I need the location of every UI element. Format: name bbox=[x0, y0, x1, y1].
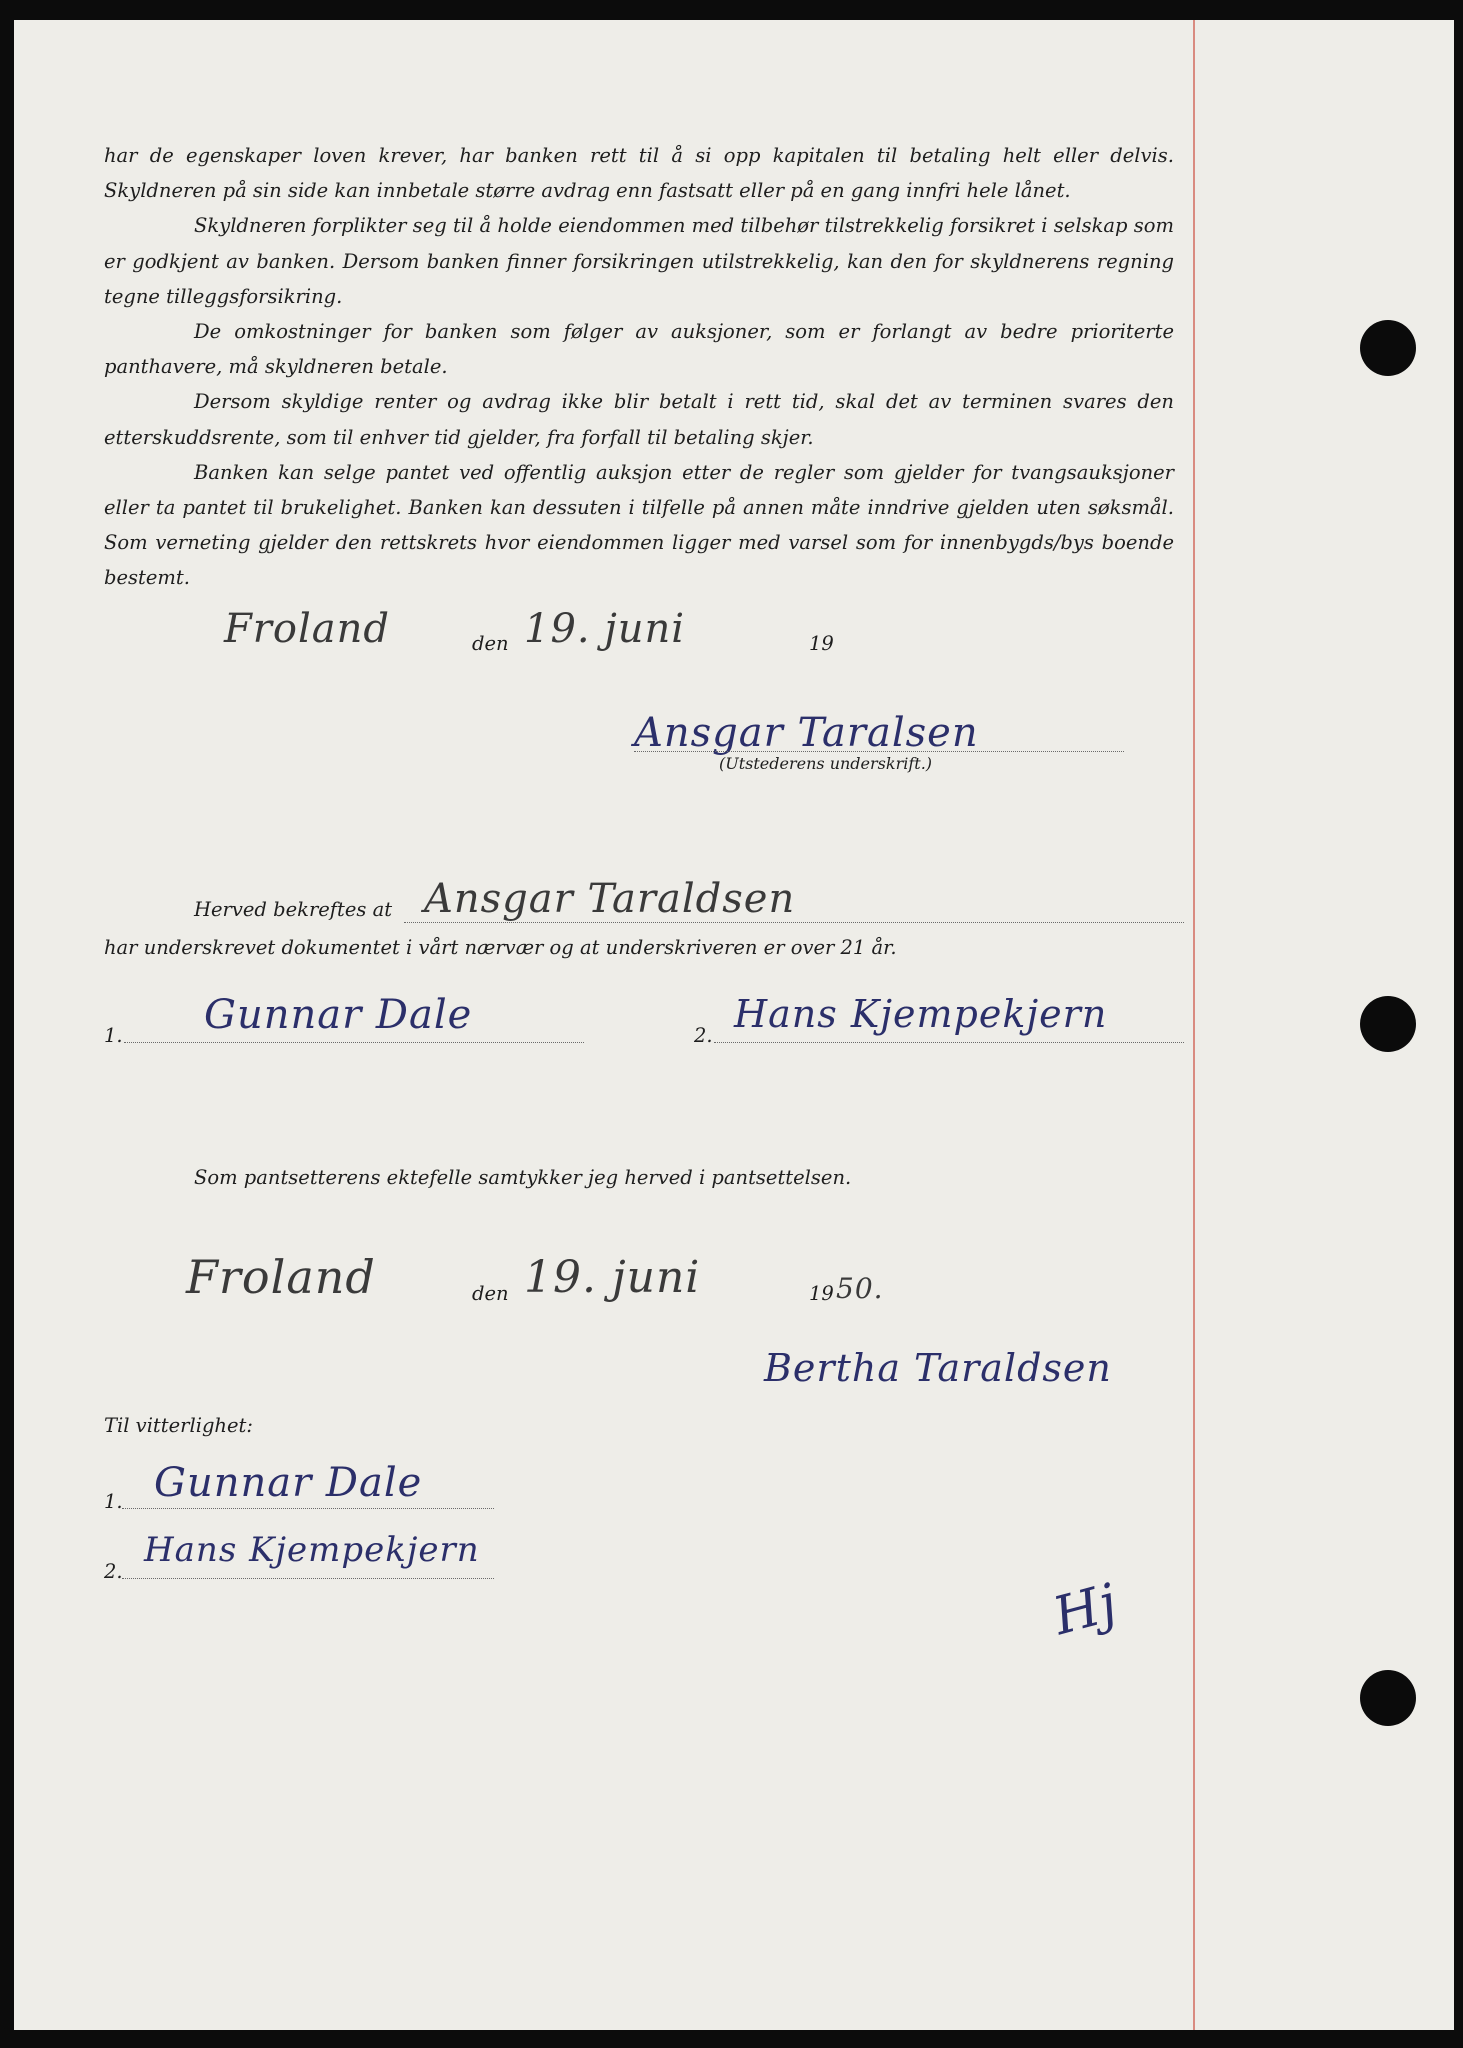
initials-mark: Hj bbox=[1047, 1572, 1125, 1648]
signing-date: 19. juni bbox=[524, 606, 686, 652]
document-page bbox=[14, 20, 1454, 2030]
witness-line bbox=[714, 1042, 1184, 1043]
punch-hole bbox=[1360, 320, 1416, 376]
paragraph-termination: har de egenskaper loven krever, har banken rett til å si opp kapitalen til betaling helt eller delvis. Skyldneren på sin side kan innbetale større avdrag enn fastsatt eller på en gang innfri hele lånet. bbox=[104, 144, 1174, 203]
paragraph-costs: De omkostninger for banken som følger av auksjoner, som er forlangt av bedre prioriterte panthavere, må skyldneren betale. bbox=[104, 320, 1174, 379]
year-prefix: 19 bbox=[809, 1282, 834, 1305]
confirmation-label: Herved bekreftes at bbox=[194, 898, 393, 921]
punch-hole bbox=[1360, 1670, 1416, 1726]
spouse-signature: Bertha Taraldsen bbox=[764, 1346, 1112, 1390]
den-label: den bbox=[472, 1282, 509, 1305]
spouse-consent: Som pantsetterens ektefelle samtykker jeg herved i pantsettelsen. bbox=[194, 1166, 852, 1189]
attest-signature: Hans Kjempekjern bbox=[144, 1530, 480, 1570]
year-suffix: 50. bbox=[836, 1272, 884, 1305]
witness-number: 2. bbox=[694, 1024, 713, 1047]
attest-signature: Gunnar Dale bbox=[154, 1460, 423, 1506]
attest-line bbox=[122, 1508, 494, 1509]
body-text bbox=[104, 138, 1174, 596]
attest-label: Til vitterlighet: bbox=[104, 1414, 253, 1437]
witness-signature: Hans Kjempekjern bbox=[734, 992, 1108, 1036]
signature-line bbox=[634, 751, 1124, 752]
witness-signature: Gunnar Dale bbox=[204, 992, 473, 1038]
den-label: den bbox=[472, 632, 509, 655]
spouse-place: Froland bbox=[186, 1250, 376, 1304]
signature-caption: (Utstederens underskrift.) bbox=[719, 754, 933, 773]
red-margin-line bbox=[1193, 20, 1195, 2030]
attest-line bbox=[122, 1578, 494, 1579]
punch-hole bbox=[1360, 996, 1416, 1052]
paragraph-insurance: Skyldneren forplikter seg til å holde eiendommen med tilbehør tilstrekkelig forsikret i selskap som er godkjent av banken. Dersom banken finner forsikringen utilstrekkelig, kan den for skyldnerens regning tegne tilleggsforsikring. bbox=[104, 214, 1174, 308]
issuer-signature: Ansgar Taralsen bbox=[634, 710, 979, 756]
witness-line bbox=[124, 1042, 584, 1043]
paragraph-interest: Dersom skyldige renter og avdrag ikke blir betalt i rett tid, skal det av terminen svares den etterskuddsrente, som til enhver tid gjelder, fra forfall til betaling skjer. bbox=[104, 390, 1174, 449]
confirmation-statement: har underskrevet dokumentet i vårt nærvær og at underskriveren er over 21 år. bbox=[104, 936, 897, 959]
witness-number: 1. bbox=[104, 1024, 123, 1047]
year-prefix: 19 bbox=[809, 632, 834, 655]
attest-number: 1. bbox=[104, 1490, 123, 1513]
confirmed-name: Ansgar Taraldsen bbox=[424, 876, 796, 922]
signing-place: Froland bbox=[224, 606, 390, 652]
attest-number: 2. bbox=[104, 1560, 123, 1583]
paragraph-auction: Banken kan selge pantet ved offentlig auksjon etter de regler som gjelder for tvangsauksjoner eller ta pantet til brukelighet. Banken kan dessuten i tilfelle på annen måte inndrive gjelden uten søksmål. Som verneting gjelder den rettskrets hvor eiendommen ligger med varsel som for innenbygds/bys boende bestemt. bbox=[104, 460, 1174, 590]
confirmed-name-line bbox=[404, 922, 1184, 923]
spouse-date: 19. juni bbox=[524, 1252, 701, 1303]
